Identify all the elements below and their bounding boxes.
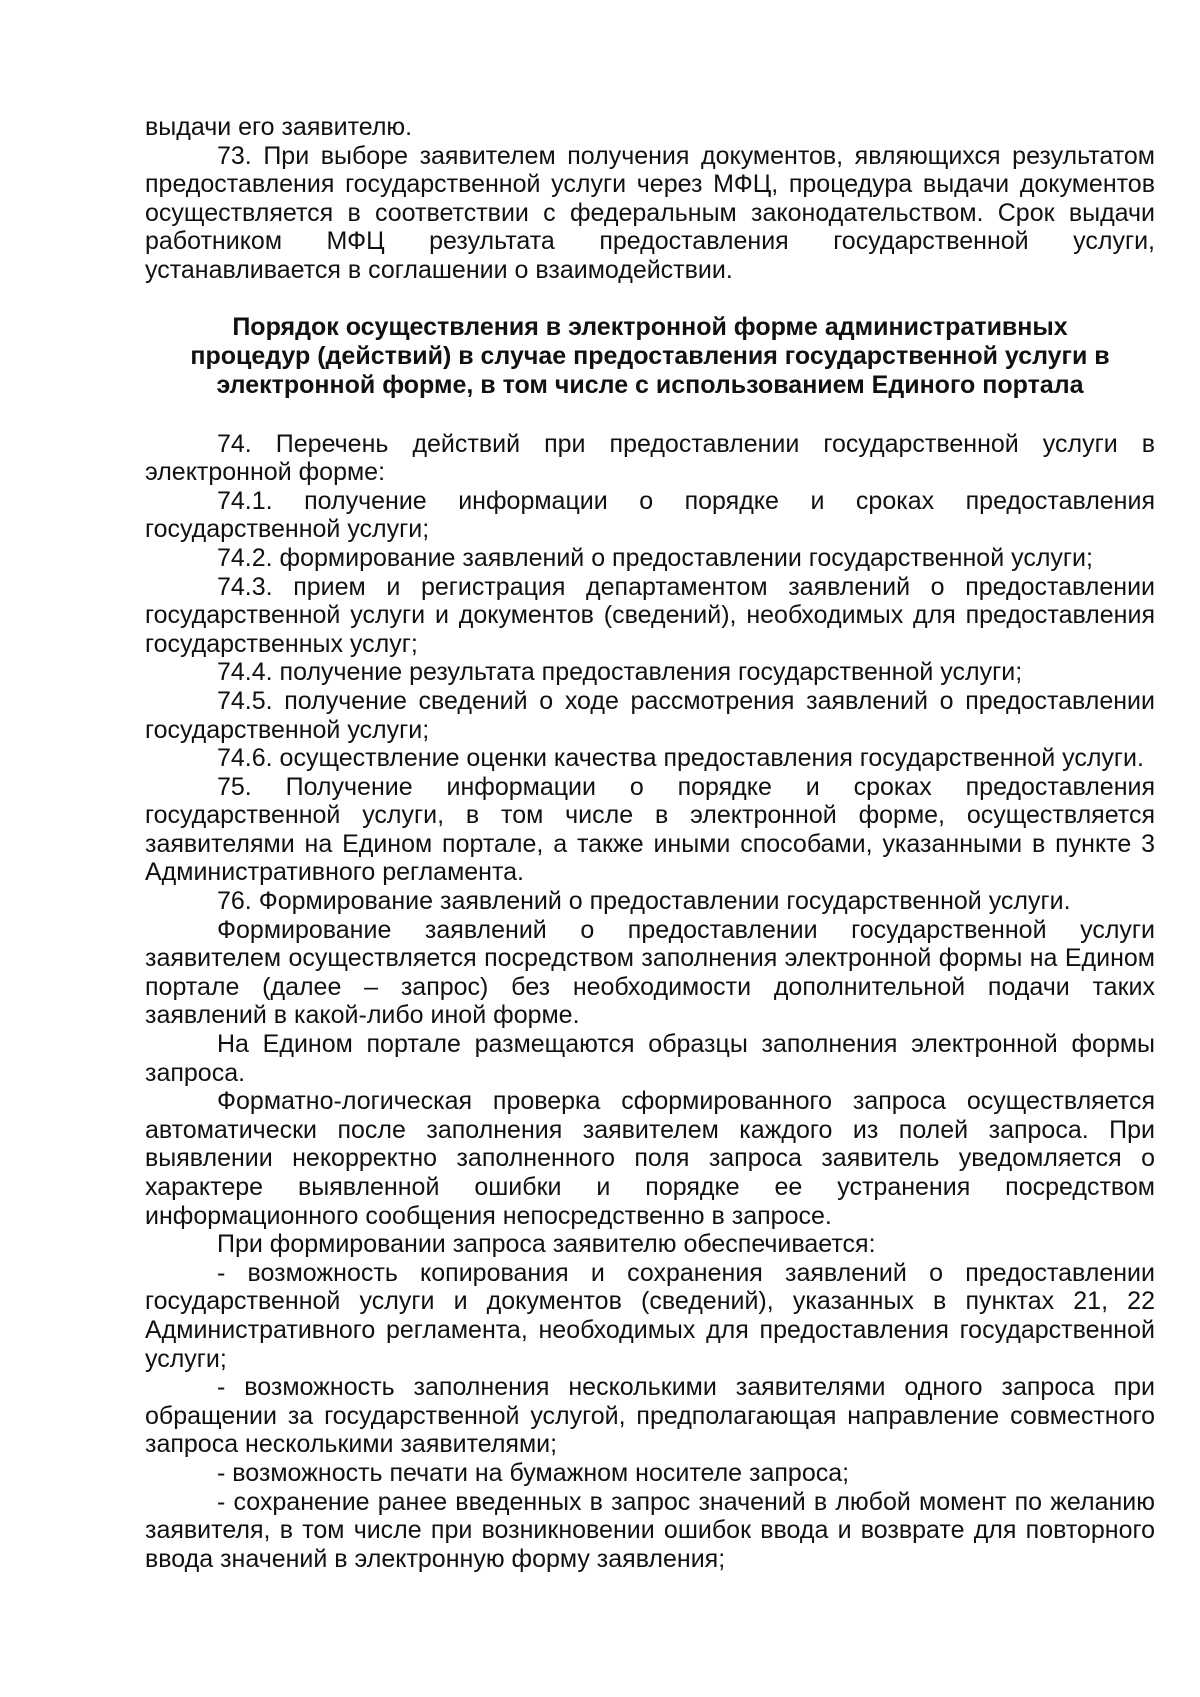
section-heading-line: процедур (действий) в случае предоставления государственной услуги в	[190, 341, 1110, 370]
paragraph-74-3: 74.3. прием и регистрация департаментом заявлений о предоставлении государственной услуги и документов (сведений), необходимых для предоставления государственных услуг;	[145, 572, 1155, 658]
paragraph-76-forming: Формирование заявлений о предоставлении государственной услуги заявителем осуществляется посредством заполнения электронной формы на Едином портале (далее – запрос) без необходимости дополнительной подачи таких заявлений в какой-либо иной форме.	[145, 915, 1155, 1030]
section-heading-line: электронной форме, в том числе с использованием Единого портала	[216, 370, 1084, 399]
list-item-joint-request: - возможность заполнения несколькими заявителями одного запроса при обращении за государственной услугой, предполагающая направление совместного запроса несколькими заявителями;	[145, 1373, 1155, 1459]
paragraph-74-5: 74.5. получение сведений о ходе рассмотрения заявлений о предоставлении государственной услуги;	[145, 686, 1155, 744]
paragraph-76-provided: При формировании запроса заявителю обеспечивается:	[217, 1230, 876, 1259]
paragraph-76: 76. Формирование заявлений о предоставлении государственной услуги.	[217, 887, 1071, 916]
section-heading-line: Порядок осуществления в электронной форме административных	[232, 312, 1068, 341]
paragraph-74: 74. Перечень действий при предоставлении государственной услуги в электронной форме:	[145, 429, 1155, 487]
paragraph-75: 75. Получение информации о порядке и сроках предоставления государственной услуги, в том числе в электронной форме, осуществляется заявителями на Едином портале, а также иными способами, указанными в пункте 3 Административного регламента.	[145, 772, 1155, 887]
document-body	[145, 113, 1155, 1573]
paragraph-74-2: 74.2. формирование заявлений о предоставлении государственной услуги;	[217, 543, 1093, 572]
list-item-printing: - возможность печати на бумажном носителе запроса;	[217, 1458, 850, 1487]
paragraph-74-4: 74.4. получение результата предоставления государственной услуги;	[217, 658, 1023, 687]
list-item-saving-values: - сохранение ранее введенных в запрос значений в любой момент по желанию заявителя, в том числе при возникновении ошибок ввода и возврате для повторного ввода значений в электронную форму заявления;	[145, 1487, 1155, 1573]
paragraph-76-validation: Форматно-логическая проверка сформированного запроса осуществляется автоматически после заполнения заявителем каждого из полей запроса. При выявлении некорректно заполненного поля запроса заявитель уведомляется о характере выявленной ошибки и порядке ее устранения посредством информационного сообщения непосредственно в запросе.	[145, 1087, 1155, 1230]
paragraph-73: 73. При выборе заявителем получения документов, являющихся результатом предоставления государственной услуги через МФЦ, процедура выдачи документов осуществляется в соответствии с федеральным законодательством. Срок выдачи работником МФЦ результата предоставления государственной услуги, устанавливается в соглашении о взаимодействии.	[145, 141, 1155, 284]
paragraph-76-samples: На Едином портале размещаются образцы заполнения электронной формы запроса.	[145, 1030, 1155, 1087]
section-heading	[145, 313, 1155, 400]
paragraph-74-1: 74.1. получение информации о порядке и сроках предоставления государственной услуги;	[145, 486, 1155, 544]
list-item-copying: - возможность копирования и сохранения заявлений о предоставлении государственной услуги и документов (сведений), указанных в пунктах 21, 22 Административного регламента, необходимых для предоставления государственной услуги;	[145, 1258, 1155, 1373]
paragraph-continuation: выдачи его заявителю.	[145, 113, 413, 141]
paragraph-74-6: 74.6. осуществление оценки качества предоставления государственной услуги.	[217, 744, 1144, 773]
